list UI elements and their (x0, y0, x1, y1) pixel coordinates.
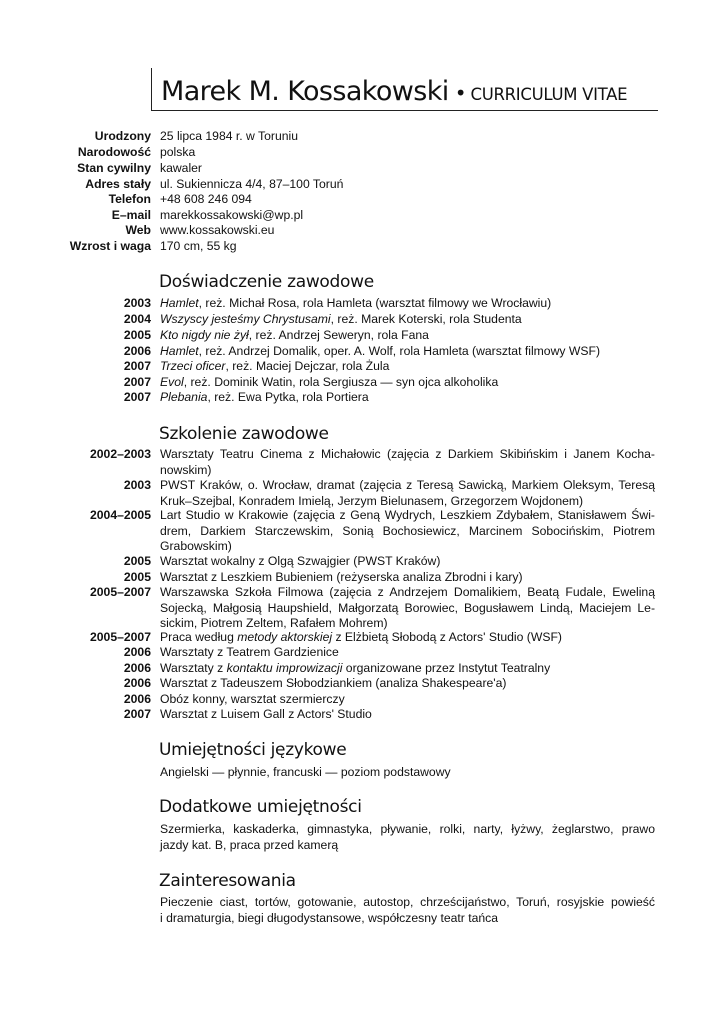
work-title: Hamlet (160, 296, 199, 310)
experience-desc (160, 328, 429, 344)
training-line: Sojecką, Małgosią Haupshield, Małgorzatą Borowiec, Bogusławem Lindą, Maciejem Le- (160, 600, 655, 615)
work-details: , reż. Michał Rosa, rola Hamleta (warsztat filmowy we Wrocławiu) (198, 296, 552, 310)
header-separator: • (454, 81, 467, 105)
work-title: Kto nigdy nie żył (160, 328, 249, 342)
languages-text: Angielski — płynnie, francuski — poziom podstawowy (160, 765, 451, 779)
training-line: Warsztat wokalny z Olgą Szwajgier (PWST Kraków) (160, 554, 441, 568)
experience-desc (160, 296, 551, 312)
experience-year: 2007 (123, 390, 151, 404)
skills-text (160, 822, 655, 853)
experience-desc (160, 375, 498, 391)
interests-line: i dramaturgia, biegi długodystansowe, współczesny teatr tańca (160, 910, 499, 925)
training-desc: Warsztat z Tadeuszem Słobodziankiem (analiza Shakespeare'a) (160, 676, 507, 690)
personal-value: ul. Sukiennicza 4/4, 87–100 Toruń (160, 177, 344, 191)
training-desc (160, 630, 562, 646)
training-text: Praca według (160, 630, 238, 644)
cv-header (151, 68, 658, 111)
personal-label: Urodzony (94, 129, 151, 143)
work-title: Plebania (160, 390, 208, 404)
skills-line: Szermierka, kaskaderka, gimnastyka, pływanie, rolki, narty, łyżwy, żeglarstwo, prawo (160, 822, 655, 836)
training-desc (160, 661, 550, 677)
training-text: organizowane przez Instytut Teatralny (342, 661, 551, 675)
experience-desc (160, 359, 389, 375)
training-line: Warsztaty Teatru Cinema z Michałowic (zajęcia z Darkiem Skibińskim i Janem Kocha- (160, 447, 655, 461)
work-details: , reż. Dominik Watin, rola Sergiusza — syn ojca alkoholika (183, 375, 499, 389)
work-details: , reż. Maciej Dejczar, rola Żula (225, 359, 390, 373)
work-details: , reż. Marek Koterski, rola Studenta (330, 312, 522, 326)
personal-value: +48 608 246 094 (160, 192, 252, 206)
training-text: z Elżbietą Słobodą z Actors' Studio (WSF) (332, 630, 562, 644)
training-desc: Obóz konny, warsztat szermierczy (160, 692, 345, 706)
training-line: Grabowskim) (160, 539, 232, 554)
interests-line: Pieczenie ciast, tortów, gotowanie, autostop, chrześcijaństwo, Toruń, rosyjskie powieść (160, 895, 655, 909)
section-title-skills: Dodatkowe umiejętności (159, 797, 362, 817)
training-line: sickim, Piotrem Zeltem, Rafałem Mohrem) (160, 616, 388, 631)
training-year: 2005 (123, 570, 151, 584)
training-line: PWST Kraków, o. Wrocław, dramat (zajęcia z Teresą Sawicką, Markiem Oleksym, Teresą (160, 478, 655, 492)
personal-label: Web (125, 223, 151, 237)
personal-label: Stan cywilny (77, 161, 151, 175)
personal-value: 25 lipca 1984 r. w Toruniu (160, 129, 298, 143)
header-text (161, 76, 627, 107)
training-desc (160, 585, 655, 632)
person-name: Marek M. Kossakowski (161, 76, 449, 107)
work-title: Hamlet (160, 344, 199, 358)
section-title-training: Szkolenie zawodowe (159, 424, 329, 444)
training-line: Warszawska Szkoła Filmowa (zajęcia z Andrzejem Domalikiem, Beatą Fudale, Eweliną (160, 585, 655, 599)
training-desc (160, 478, 655, 509)
personal-value: polska (160, 145, 196, 159)
email-value: marekkossakowski@wp.pl (160, 208, 304, 222)
training-line: Warsztat z Leszkiem Bubieniem (reżyserska analiza Zbrodni i kary) (160, 570, 523, 584)
section-title-languages: Umiejętności językowe (159, 740, 347, 760)
experience-year: 2005 (123, 328, 151, 342)
training-desc (160, 570, 655, 586)
work-details: , reż. Andrzej Seweryn, rola Fana (248, 328, 429, 342)
work-title: Evol (160, 375, 184, 389)
training-year: 2007 (123, 707, 151, 721)
personal-value: 170 cm, 55 kg (160, 239, 237, 253)
training-desc: Warsztaty z Teatrem Gardzienice (160, 645, 339, 659)
training-year: 2005–2007 (89, 630, 151, 644)
personal-label: Telefon (108, 192, 151, 206)
training-year: 2006 (123, 645, 151, 659)
skills-line: jazdy kat. B, praca przed kamerą (160, 837, 339, 852)
training-year: 2006 (123, 692, 151, 706)
training-emphasis: kontaktu improwizacji (226, 661, 343, 675)
interests-text (160, 895, 655, 926)
training-year: 2002–2003 (89, 447, 151, 461)
training-desc (160, 508, 655, 555)
web-value: www.kossakowski.eu (160, 223, 275, 237)
work-details: , reż. Ewa Pytka, rola Portiera (207, 390, 369, 404)
experience-year: 2007 (123, 359, 151, 373)
work-title: Wszyscy jesteśmy Chrystusami (160, 312, 331, 326)
work-title: Trzeci oficer (160, 359, 226, 373)
experience-year: 2003 (123, 296, 151, 310)
training-desc (160, 447, 655, 478)
training-emphasis: metody aktorskiej (237, 630, 333, 644)
training-year: 2005 (123, 554, 151, 568)
training-desc (160, 554, 655, 570)
training-year: 2004–2005 (89, 508, 151, 522)
personal-label: E–mail (111, 208, 151, 222)
training-line: drem, Darkiem Starczewskim, Sonią Bochosiewicz, Marcinem Sobocińskim, Piotrem (160, 523, 655, 538)
experience-desc (160, 312, 522, 328)
experience-year: 2007 (123, 375, 151, 389)
section-title-experience: Doświadczenie zawodowe (159, 272, 374, 292)
personal-label: Narodowość (77, 145, 151, 159)
training-year: 2003 (123, 478, 151, 492)
experience-year: 2006 (123, 344, 151, 358)
training-year: 2006 (123, 661, 151, 675)
training-text: Warsztaty z (160, 661, 227, 675)
document-subtitle: CURRICULUM VITAE (470, 85, 628, 104)
training-year: 2005–2007 (89, 585, 151, 599)
training-line: Lart Studio w Krakowie (zajęcia z Geną Wydrych, Leszkiem Zdybałem, Stanisławem Świ- (160, 508, 655, 522)
experience-year: 2004 (123, 312, 151, 326)
training-line: Kruk–Szejbal, Konradem Imielą, Jerzym Bielunasem, Grzegorzem Wojdonem) (160, 493, 584, 508)
work-details: , reż. Andrzej Domalik, oper. A. Wolf, rola Hamleta (warsztat filmowy WSF) (198, 344, 601, 358)
training-year: 2006 (123, 676, 151, 690)
personal-label: Adres stały (85, 177, 151, 191)
personal-value: kawaler (160, 161, 202, 175)
personal-label: Wzrost i waga (69, 239, 151, 253)
training-line: nowskim) (160, 462, 212, 477)
experience-desc (160, 344, 600, 360)
experience-desc (160, 390, 369, 406)
section-title-interests: Zainteresowania (159, 871, 296, 891)
training-desc: Warsztat z Luisem Gall z Actors' Studio (160, 707, 372, 721)
